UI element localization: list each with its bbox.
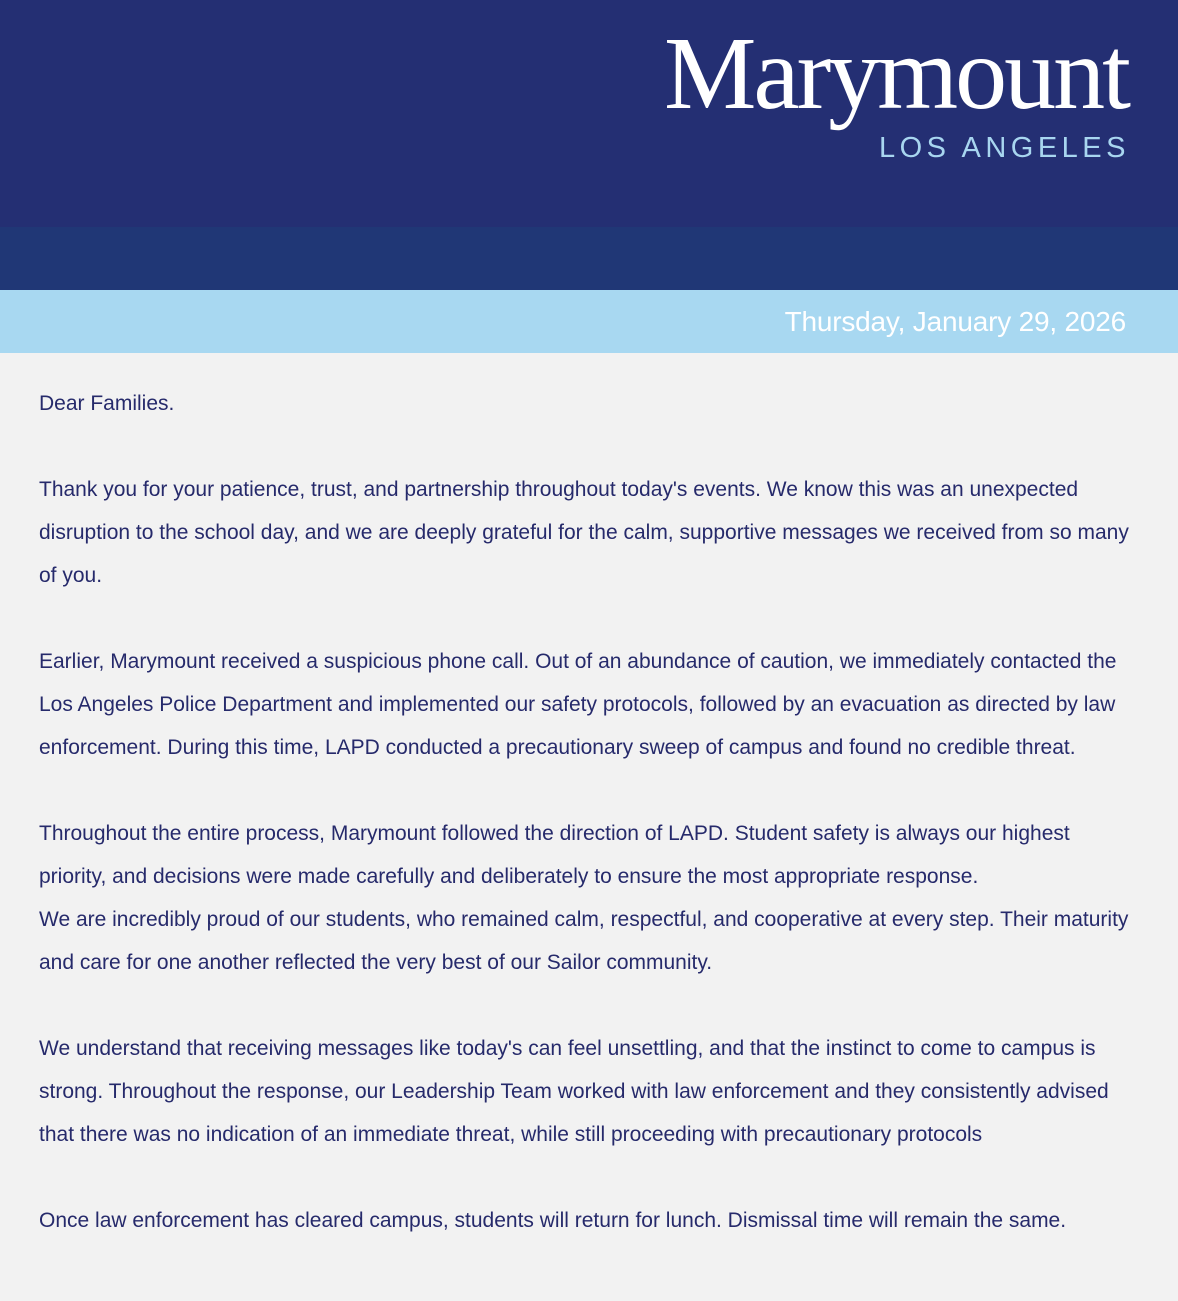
paragraph-thanks: Thank you for your patience, trust, and partnership throughout today's events. We know this was an unexpected disruption to the school day, and we are deeply grateful for the calm, supportive messages we received from so many of you. — [39, 478, 1129, 587]
logo-wordmark: Marymount — [663, 16, 1128, 131]
paragraph-reassurance: We understand that receiving messages like today's can feel unsettling, and that the instinct to come to campus is strong. Throughout the response, our Leadership Team worked with law enforcement and they consistently advised that there was no indication of an immediate threat, while still proceeding with precautionary protocols — [39, 1037, 1109, 1146]
marymount-logo — [663, 16, 1130, 165]
paragraph-student-pride: We are incredibly proud of our students, who remained calm, respectful, and cooperative at every step. Their maturity and care for one another reflected the very best of our Sailor community. — [39, 908, 1129, 974]
date-bar — [0, 290, 1178, 353]
logo-city: LOS ANGELES — [879, 132, 1130, 164]
letter-body — [39, 382, 1139, 1285]
greeting: Dear Families. — [39, 392, 175, 415]
paragraph-incident: Earlier, Marymount received a suspicious phone call. Out of an abundance of caution, we immediately contacted the Los Angeles Police Department and implemented our safety protocols, followed by an evacuation as directed by law enforcement. During this time, LAPD conducted a precautionary sweep of campus and found no credible threat. — [39, 650, 1117, 759]
header-band — [0, 227, 1178, 290]
letter-date: Thursday, January 29, 2026 — [784, 306, 1126, 337]
letterhead-header — [0, 0, 1178, 227]
paragraph-return-lunch: Once law enforcement has cleared campus, students will return for lunch. Dismissal time will remain the same. — [39, 1209, 1067, 1232]
paragraph-lapd-direction: Throughout the entire process, Marymount followed the direction of LAPD. Student safety is always our highest priority, and decisions were made carefully and deliberately to ensure the most appropriate response. — [39, 822, 1070, 888]
